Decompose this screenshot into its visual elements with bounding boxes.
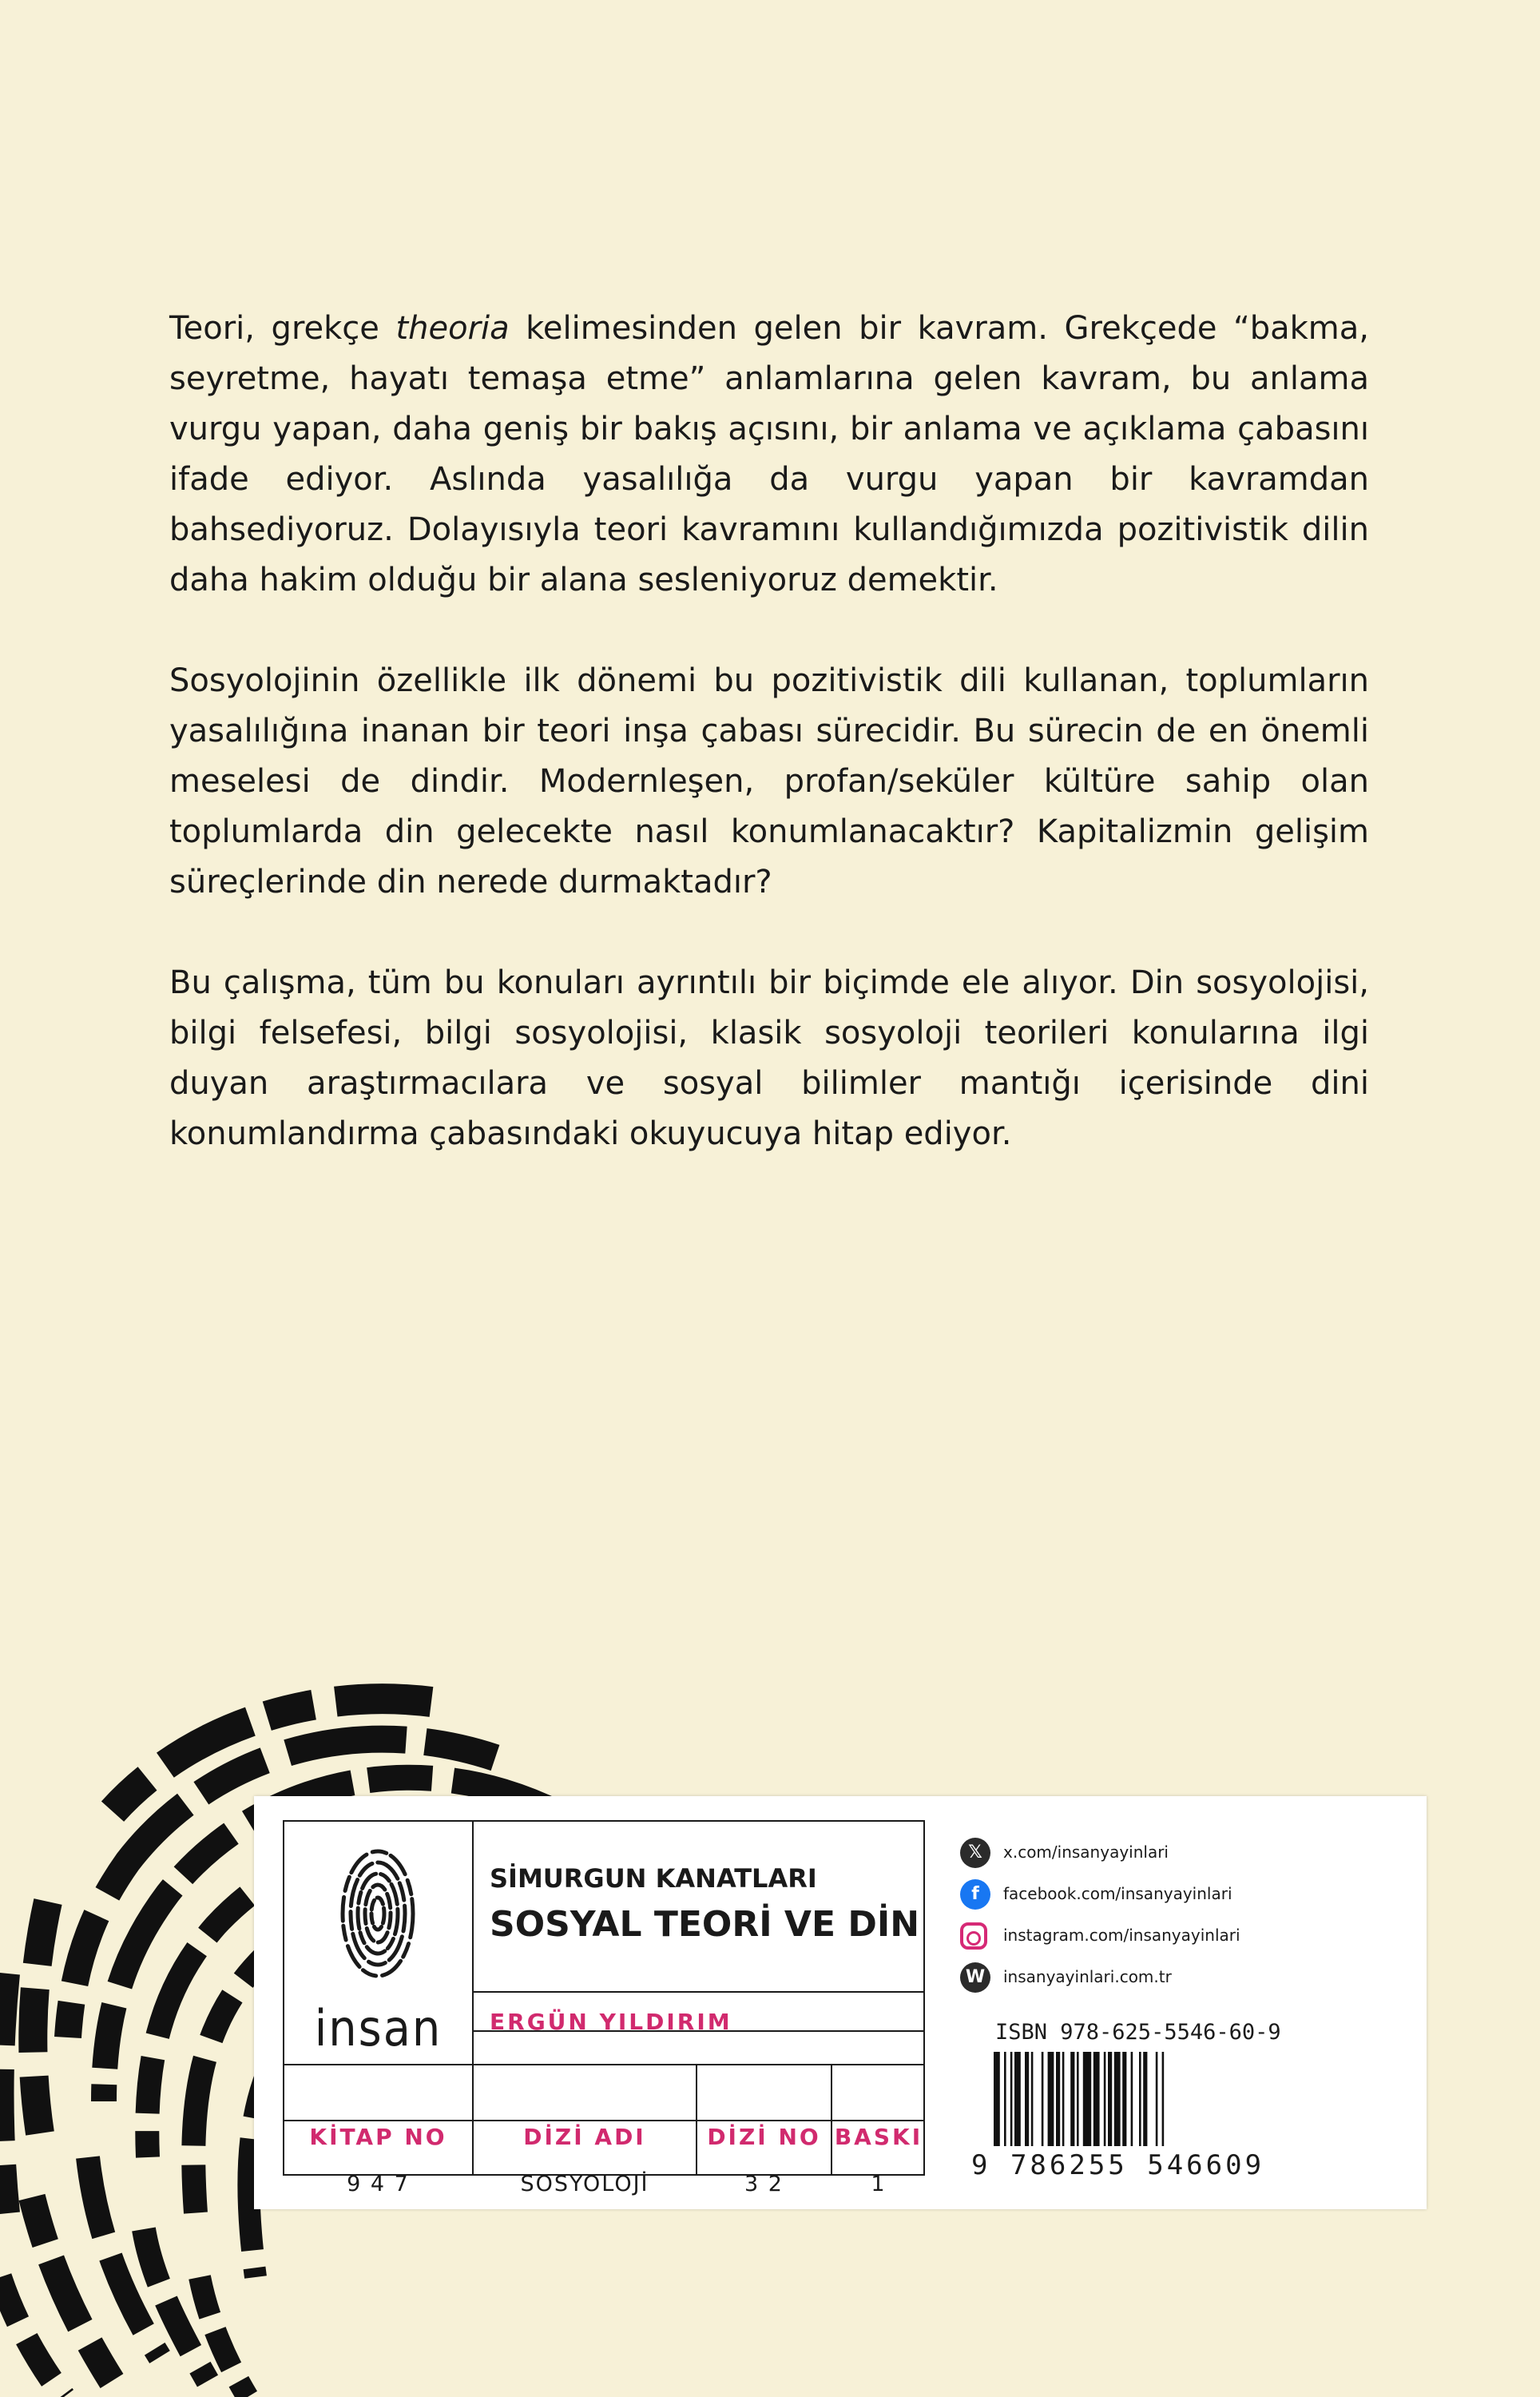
blurb-paragraph-3: Bu çalışma, tüm bu konuları ayrıntılı bir biçimde ele alıyor. Din sosyolojisi, bilgi felsefesi, bilgi sosyolojisi, klasik sosyoloji teorileri konularına ilgi duyan araştırmacılara ve sosyal bilimler mantığı içerisinde dini konumlandırma çabasındaki okuyucuya hitap ediyor.: [169, 964, 1369, 1152]
barcode-bar: [1048, 2052, 1054, 2146]
blurb-paragraph-1: Teori, grekçe theoria kelimesinden gelen bir kavram. Grekçede “bakma, seyretme, hayatı temaşa etme” anlamlarına gelen kavram, bu anlama vurgu yapan, daha geniş bir bakış açısını, bir anlama ve açıklama çabasını ifade ediyor. Aslında yasalılığa da vurgu yapan bir kavramdan bahsediyoruz. Dolayısıyla teori kavramını kullandığımızda pozitivistik dilin daha hakim olduğu bir alana sesleniyoruz demektir.: [169, 310, 1369, 598]
instagram-icon: [960, 1922, 987, 1950]
header-edition: BASKI: [834, 2124, 923, 2150]
barcode-bar: [1108, 2052, 1112, 2146]
author-name: ERGÜN YILDIRIM: [490, 2009, 732, 2035]
book-info-table: [283, 1820, 925, 2196]
header-series-name: DİZİ ADI: [523, 2124, 646, 2150]
barcode-bar: [1025, 2052, 1029, 2146]
barcode-bar: [1070, 2052, 1074, 2146]
blurb-text: [169, 304, 1369, 1210]
header-book-no: KİTAP NO: [309, 2124, 447, 2150]
barcode-bar: [1162, 2052, 1165, 2146]
x-icon: 𝕏: [960, 1838, 990, 1868]
value-series-no: 3 2: [744, 2172, 784, 2196]
barcode-bar: [1093, 2052, 1100, 2146]
blurb-paragraph-2: Sosyolojinin özellikle ilk dönemi bu pozitivistik dili kullanan, toplumların yasalılığına inanan bir teori inşa çabası sürecidir. Bu sürecin de en önemli meselesi de dindir. Modernleşen, profan/seküler kültüre sahip olan toplumlarda din gelecekte nasıl konumlanacaktır? Kapitalizmin gelişim süreçlerinde din nerede durmaktadır?: [169, 662, 1369, 900]
book-info-panel: [254, 1796, 1427, 2209]
barcode-bar: [1004, 2052, 1006, 2146]
barcode-bar: [1122, 2052, 1126, 2146]
isbn-barcode: [971, 2020, 1331, 2180]
barcode-bar: [1042, 2052, 1044, 2146]
publisher-logo: [284, 1822, 472, 2064]
link-x-text[interactable]: x.com/insanyayinlari: [1003, 1842, 1169, 1862]
barcode-bar: [1077, 2052, 1079, 2146]
barcode-bar: [1056, 2052, 1060, 2146]
facebook-icon: f: [960, 1879, 990, 1910]
fingerprint-logo-icon: [336, 1846, 420, 1982]
value-edition: 1: [871, 2172, 887, 2196]
barcode-bar: [1143, 2052, 1147, 2146]
barcode-bar: [1104, 2052, 1106, 2146]
isbn-label: ISBN 978-625-5546-60-9: [995, 2020, 1281, 2045]
link-website-text[interactable]: insanyayinlari.com.tr: [1003, 1967, 1172, 1986]
link-instagram-text[interactable]: instagram.com/insanyayinlari: [1003, 1926, 1240, 1945]
link-facebook-text[interactable]: facebook.com/insanyayinlari: [1003, 1884, 1232, 1903]
barcode-bar: [1156, 2052, 1158, 2146]
barcode-bars: [971, 2052, 1331, 2148]
barcode-bar: [1010, 2052, 1013, 2146]
barcode-bar: [1114, 2052, 1121, 2146]
barcode-bar: [1139, 2052, 1141, 2146]
barcode-bar: [1031, 2052, 1034, 2146]
barcode-bar: [1083, 2052, 1091, 2146]
publisher-logo-text: insan: [314, 1999, 443, 2057]
barcode-bar: [1062, 2052, 1065, 2146]
barcode-bar: [994, 2052, 1000, 2146]
web-icon: W: [960, 1962, 990, 1993]
value-book-no: 9 4 7: [347, 2172, 410, 2196]
header-series-no: DİZİ NO: [707, 2124, 821, 2150]
barcode-digits: 9 786255 546609: [971, 2149, 1265, 2181]
barcode-bar: [1131, 2052, 1133, 2146]
value-series-name: SOSYOLOJİ: [520, 2172, 649, 2196]
barcode-bar: [1014, 2052, 1021, 2146]
series-title: SİMURGUN KANATLARI: [490, 1863, 817, 1894]
book-title: SOSYAL TEORİ VE DİN: [490, 1904, 920, 1945]
